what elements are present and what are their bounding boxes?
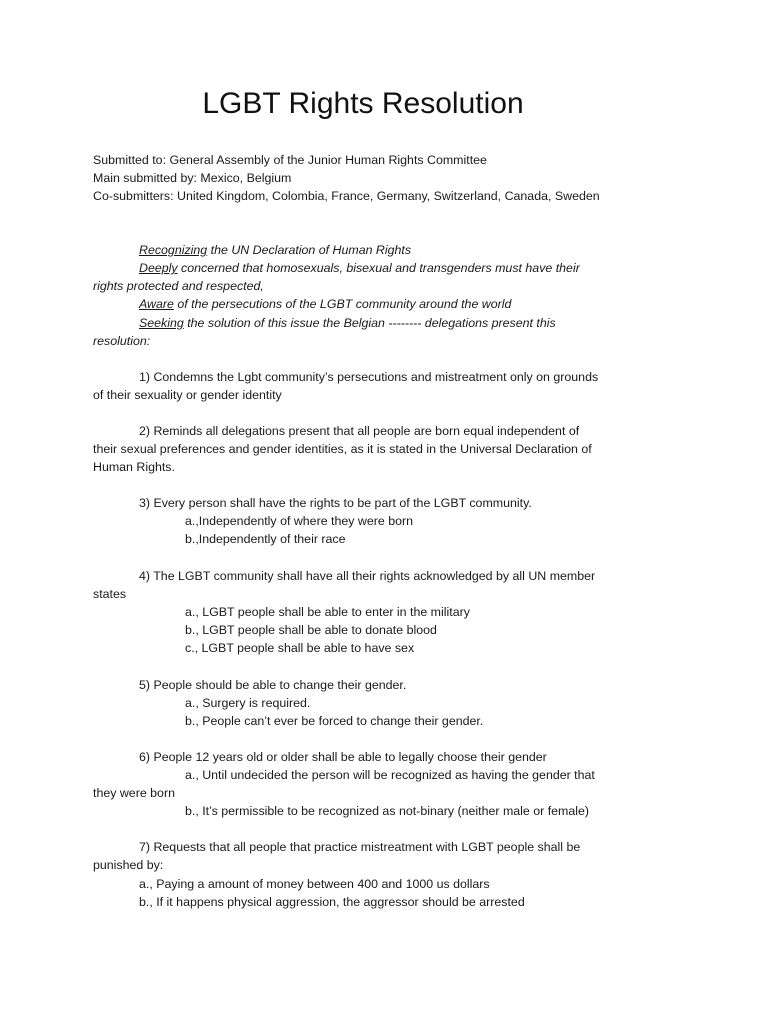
document-title: LGBT Rights Resolution	[202, 87, 524, 120]
preamble-clause-2-cont: rights protected and respected,	[93, 279, 264, 293]
clause-7: 7) Requests that all people that practice mistreatment with LGBT people shall be	[139, 840, 581, 854]
clause-2: 2) Reminds all delegations present that all people are born equal independent of	[139, 424, 580, 438]
clause-4-sub-a: a., LGBT people shall be able to enter in the military	[185, 605, 470, 619]
preamble-text: concerned that homosexuals, bisexual and transgenders must have their	[177, 261, 580, 275]
clause-7-sub-b: b., If it happens physical aggression, the aggressor should be arrested	[139, 895, 525, 909]
main-submitter-line: Main submitted by: Mexico, Belgium	[93, 171, 292, 185]
clause-4-sub-c: c., LGBT people shall be able to have sex	[185, 641, 415, 655]
preamble-keyword: Aware	[139, 297, 174, 311]
preamble-keyword: Seeking	[139, 316, 184, 330]
clause-5: 5) People should be able to change their gender.	[139, 678, 407, 692]
clause-3-sub-a: a.,Independently of where they were born	[185, 514, 413, 528]
clause-3: 3) Every person shall have the rights to be part of the LGBT community.	[139, 496, 532, 510]
preamble-text: of the persecutions of the LGBT community around the world	[173, 297, 512, 311]
clause-6-sub-b: b., It’s permissible to be recognized as not-binary (neither male or female)	[185, 804, 590, 818]
preamble-text: the UN Declaration of Human Rights	[207, 243, 412, 257]
submitted-to-line: Submitted to: General Assembly of the Junior Human Rights Committee	[93, 153, 487, 167]
preamble-text: the solution of this issue the Belgian -------- delegations present this	[183, 316, 556, 330]
clause-7-cont: punished by:	[93, 858, 164, 872]
preamble-clause-1	[139, 241, 411, 259]
preamble-clause-4	[139, 314, 556, 332]
co-submitters-line: Co-submitters: United Kingdom, Colombia, France, Germany, Switzerland, Canada, Sweden	[93, 189, 600, 203]
preamble-clause-4-cont: resolution:	[93, 334, 151, 348]
clause-2-cont-2: Human Rights.	[93, 460, 175, 474]
preamble-clause-2	[139, 259, 580, 277]
clause-5-sub-b: b., People can’t ever be forced to change their gender.	[185, 714, 484, 728]
clause-1-cont: of their sexuality or gender identity	[93, 388, 282, 402]
clause-4-cont: states	[93, 587, 127, 601]
clause-6-sub-a: a., Until undecided the person will be recognized as having the gender that	[185, 768, 595, 782]
clause-5-sub-a: a., Surgery is required.	[185, 696, 311, 710]
preamble-clause-3	[139, 295, 511, 313]
clause-3-sub-b: b.,Independently of their race	[185, 532, 346, 546]
clause-7-sub-a: a., Paying a amount of money between 400 and 1000 us dollars	[139, 877, 490, 891]
clause-1: 1) Condemns the Lgbt community’s persecutions and mistreatment only on grounds	[139, 370, 599, 384]
preamble-keyword: Deeply	[139, 261, 178, 275]
clause-4: 4) The LGBT community shall have all their rights acknowledged by all UN member	[139, 569, 596, 583]
clause-4-sub-b: b., LGBT people shall be able to donate blood	[185, 623, 437, 637]
clause-2-cont: their sexual preferences and gender identities, as it is stated in the Universal Declaration of	[93, 442, 592, 456]
clause-6-sub-a-cont: they were born	[93, 786, 175, 800]
preamble-keyword: Recognizing	[139, 243, 208, 257]
clause-6: 6) People 12 years old or older shall be able to legally choose their gender	[139, 750, 547, 764]
